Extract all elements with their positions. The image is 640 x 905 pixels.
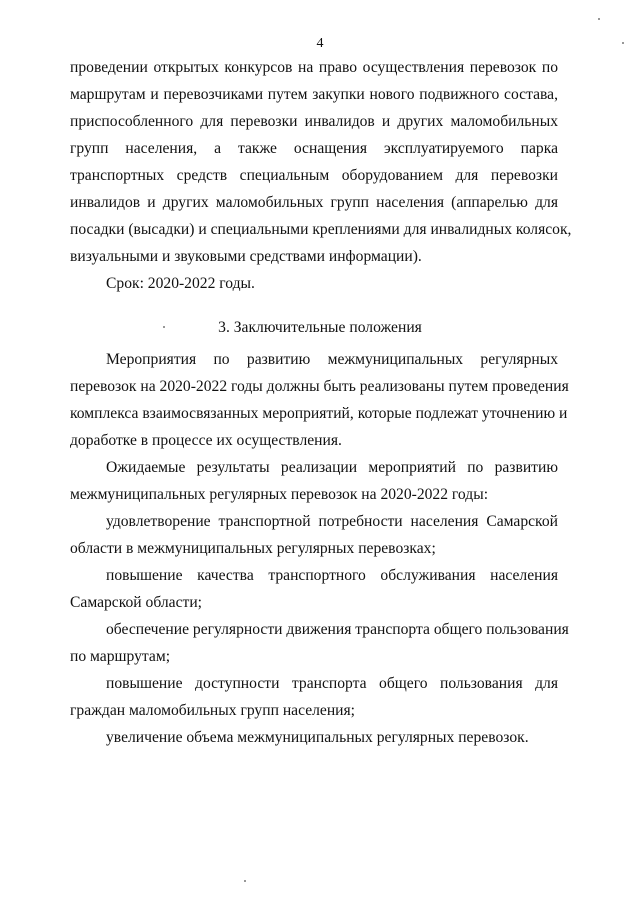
- text-line: комплекса взаимосвязанных мероприятий, которые подлежат уточнению и: [70, 405, 568, 422]
- list-item-line: повышение доступности транспорта общего пользования для: [106, 675, 558, 692]
- text-line: маршрутам и перевозчиками путем закупки нового подвижного состава,: [70, 86, 558, 103]
- text-line: Ожидаемые результаты реализации мероприятий по развитию: [106, 459, 558, 476]
- list-item-line: повышение качества транспортного обслуживания населения: [106, 567, 558, 584]
- text-line: посадки (высадки) и специальными креплениями для инвалидных колясок,: [70, 221, 572, 238]
- scan-speck: [622, 42, 624, 44]
- scan-speck: [244, 880, 246, 882]
- section-heading: 3. Заключительные положения: [218, 319, 422, 336]
- scan-speck: [163, 326, 165, 328]
- term-line: Срок: 2020-2022 годы.: [106, 275, 255, 292]
- text-line: транспортных средств специальным оборудованием для перевозки: [70, 167, 558, 184]
- text-line: перевозок на 2020-2022 годы должны быть реализованы путем проведения: [70, 378, 569, 395]
- text-line: Мероприятия по развитию межмуниципальных регулярных: [106, 351, 558, 368]
- list-item-line: увеличение объема межмуниципальных регулярных перевозок.: [106, 729, 529, 746]
- scan-speck: [598, 18, 600, 20]
- list-item-line: граждан маломобильных групп населения;: [70, 702, 356, 719]
- text-line: межмуниципальных регулярных перевозок на 2020-2022 годы:: [70, 486, 489, 503]
- text-line: визуальными и звуковыми средствами информации).: [70, 248, 422, 265]
- list-item-line: обеспечение регулярности движения транспорта общего пользования: [106, 621, 569, 638]
- text-line: доработке в процессе их осуществления.: [70, 432, 342, 449]
- text-line: проведении открытых конкурсов на право осуществления перевозок по: [70, 59, 558, 76]
- list-item-line: Самарской области;: [70, 594, 203, 611]
- text-line: приспособленного для перевозки инвалидов и других маломобильных: [70, 113, 558, 130]
- text-line: групп населения, а также оснащения эксплуатируемого парка: [70, 140, 558, 157]
- list-item-line: области в межмуниципальных регулярных перевозках;: [70, 540, 436, 557]
- list-item-line: удовлетворение транспортной потребности населения Самарской: [106, 513, 558, 530]
- text-line: инвалидов и других маломобильных групп населения (аппарелью для: [70, 194, 558, 211]
- page-number: 4: [316, 36, 324, 51]
- list-item-line: по маршрутам;: [70, 648, 171, 665]
